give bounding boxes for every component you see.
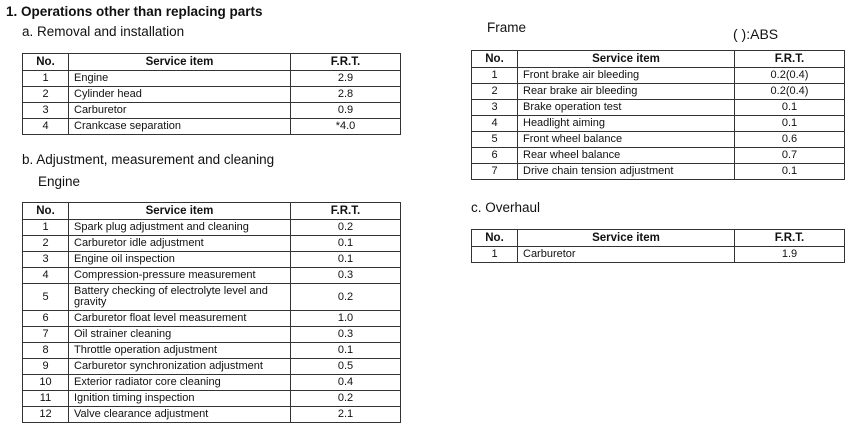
table-row: [472, 148, 845, 164]
row-frt: 0.9: [291, 103, 401, 119]
table-row: [23, 103, 401, 119]
table-row: [23, 71, 401, 87]
row-item: Engine: [69, 71, 291, 87]
row-item: Front wheel balance: [518, 132, 735, 148]
table-row: [472, 68, 845, 84]
row-item: Valve clearance adjustment: [69, 407, 291, 423]
table-row: [23, 375, 401, 391]
row-frt: 0.1: [735, 116, 845, 132]
section-title: 1. Operations other than replacing parts: [6, 4, 263, 19]
row-no: 3: [23, 252, 69, 268]
row-frt: 2.8: [291, 87, 401, 103]
table-row: [23, 284, 401, 311]
engine-table: [22, 202, 401, 423]
row-no: 9: [23, 359, 69, 375]
col-no: No.: [472, 51, 518, 68]
table-row: [23, 252, 401, 268]
row-frt: 0.6: [735, 132, 845, 148]
row-no: 7: [23, 327, 69, 343]
overhaul-table: [471, 229, 845, 263]
row-frt: 0.2: [291, 391, 401, 407]
row-item: Ignition timing inspection: [69, 391, 291, 407]
row-no: 6: [23, 311, 69, 327]
table-row: [23, 87, 401, 103]
row-frt: 0.4: [291, 375, 401, 391]
frame-subtitle: Frame: [487, 20, 527, 35]
table-row: [23, 327, 401, 343]
row-item: Drive chain tension adjustment: [518, 164, 735, 180]
row-frt: 0.5: [291, 359, 401, 375]
row-frt: 0.1: [291, 252, 401, 268]
row-no: 2: [23, 236, 69, 252]
col-frt: F.R.T.: [735, 51, 845, 68]
row-item: Carburetor idle adjustment: [69, 236, 291, 252]
row-no: 6: [472, 148, 518, 164]
row-item: Carburetor float level measurement: [69, 311, 291, 327]
table-row: [23, 236, 401, 252]
row-no: 2: [23, 87, 69, 103]
row-frt: 0.1: [291, 343, 401, 359]
row-item: Cylinder head: [69, 87, 291, 103]
col-no: No.: [23, 54, 69, 71]
table-row: [23, 343, 401, 359]
row-frt: 0.1: [735, 164, 845, 180]
row-item: Spark plug adjustment and cleaning: [69, 220, 291, 236]
col-no: No.: [472, 230, 518, 247]
row-frt: 1.9: [735, 247, 845, 263]
row-no: 5: [23, 284, 69, 311]
removal-title: a. Removal and installation: [22, 24, 185, 39]
table-row: [23, 268, 401, 284]
table-header-row: [23, 54, 401, 71]
row-item: Rear brake air bleeding: [518, 84, 735, 100]
row-frt: 0.7: [735, 148, 845, 164]
row-item: Exterior radiator core cleaning: [69, 375, 291, 391]
row-no: 1: [472, 247, 518, 263]
row-frt: 0.3: [291, 268, 401, 284]
row-no: 4: [23, 268, 69, 284]
row-item: Headlight aiming: [518, 116, 735, 132]
removal-table: [22, 53, 401, 135]
row-item: Battery checking of electrolyte level and gravity: [69, 284, 291, 311]
table-row: [23, 311, 401, 327]
table-row: [472, 164, 845, 180]
row-frt: 2.9: [291, 71, 401, 87]
row-frt: 0.2: [291, 284, 401, 311]
row-item: Engine oil inspection: [69, 252, 291, 268]
row-no: 2: [472, 84, 518, 100]
row-item: Compression-pressure measurement: [69, 268, 291, 284]
frame-table: [471, 50, 845, 180]
row-no: 1: [23, 71, 69, 87]
table-row: [23, 407, 401, 423]
col-no: No.: [23, 203, 69, 220]
row-no: 3: [472, 100, 518, 116]
row-no: 12: [23, 407, 69, 423]
row-frt: 0.2(0.4): [735, 68, 845, 84]
col-frt: F.R.T.: [735, 230, 845, 247]
row-no: 10: [23, 375, 69, 391]
row-item: Carburetor: [518, 247, 735, 263]
row-no: 11: [23, 391, 69, 407]
row-no: 7: [472, 164, 518, 180]
table-header-row: [23, 203, 401, 220]
row-item: Rear wheel balance: [518, 148, 735, 164]
row-frt: 0.1: [291, 236, 401, 252]
col-item: Service item: [69, 203, 291, 220]
row-item: Oil strainer cleaning: [69, 327, 291, 343]
overhaul-title: c. Overhaul: [471, 200, 541, 215]
table-row: [472, 100, 845, 116]
table-row: [472, 132, 845, 148]
engine-subtitle: Engine: [38, 174, 81, 189]
table-row: [23, 220, 401, 236]
row-item: Carburetor synchronization adjustment: [69, 359, 291, 375]
table-row: [472, 84, 845, 100]
table-row: [23, 119, 401, 135]
row-item: Crankcase separation: [69, 119, 291, 135]
table-header-row: [472, 51, 845, 68]
row-item: Front brake air bleeding: [518, 68, 735, 84]
row-no: 4: [23, 119, 69, 135]
row-frt: 0.1: [735, 100, 845, 116]
col-frt: F.R.T.: [291, 54, 401, 71]
row-no: 1: [472, 68, 518, 84]
table-row: [472, 116, 845, 132]
abs-note: ( ):ABS: [733, 26, 779, 42]
row-no: 5: [472, 132, 518, 148]
col-item: Service item: [518, 51, 735, 68]
row-item: Carburetor: [69, 103, 291, 119]
table-row: [23, 391, 401, 407]
row-frt: 2.1: [291, 407, 401, 423]
row-item: Brake operation test: [518, 100, 735, 116]
col-item: Service item: [69, 54, 291, 71]
col-item: Service item: [518, 230, 735, 247]
adjustment-title: b. Adjustment, measurement and cleaning: [22, 152, 275, 167]
table-header-row: [472, 230, 845, 247]
table-row: [23, 359, 401, 375]
row-frt: *4.0: [291, 119, 401, 135]
row-no: 4: [472, 116, 518, 132]
row-frt: 0.2: [291, 220, 401, 236]
row-no: 1: [23, 220, 69, 236]
row-no: 3: [23, 103, 69, 119]
col-frt: F.R.T.: [291, 203, 401, 220]
row-no: 8: [23, 343, 69, 359]
row-frt: 1.0: [291, 311, 401, 327]
table-row: [472, 247, 845, 263]
row-item: Throttle operation adjustment: [69, 343, 291, 359]
row-frt: 0.3: [291, 327, 401, 343]
row-frt: 0.2(0.4): [735, 84, 845, 100]
